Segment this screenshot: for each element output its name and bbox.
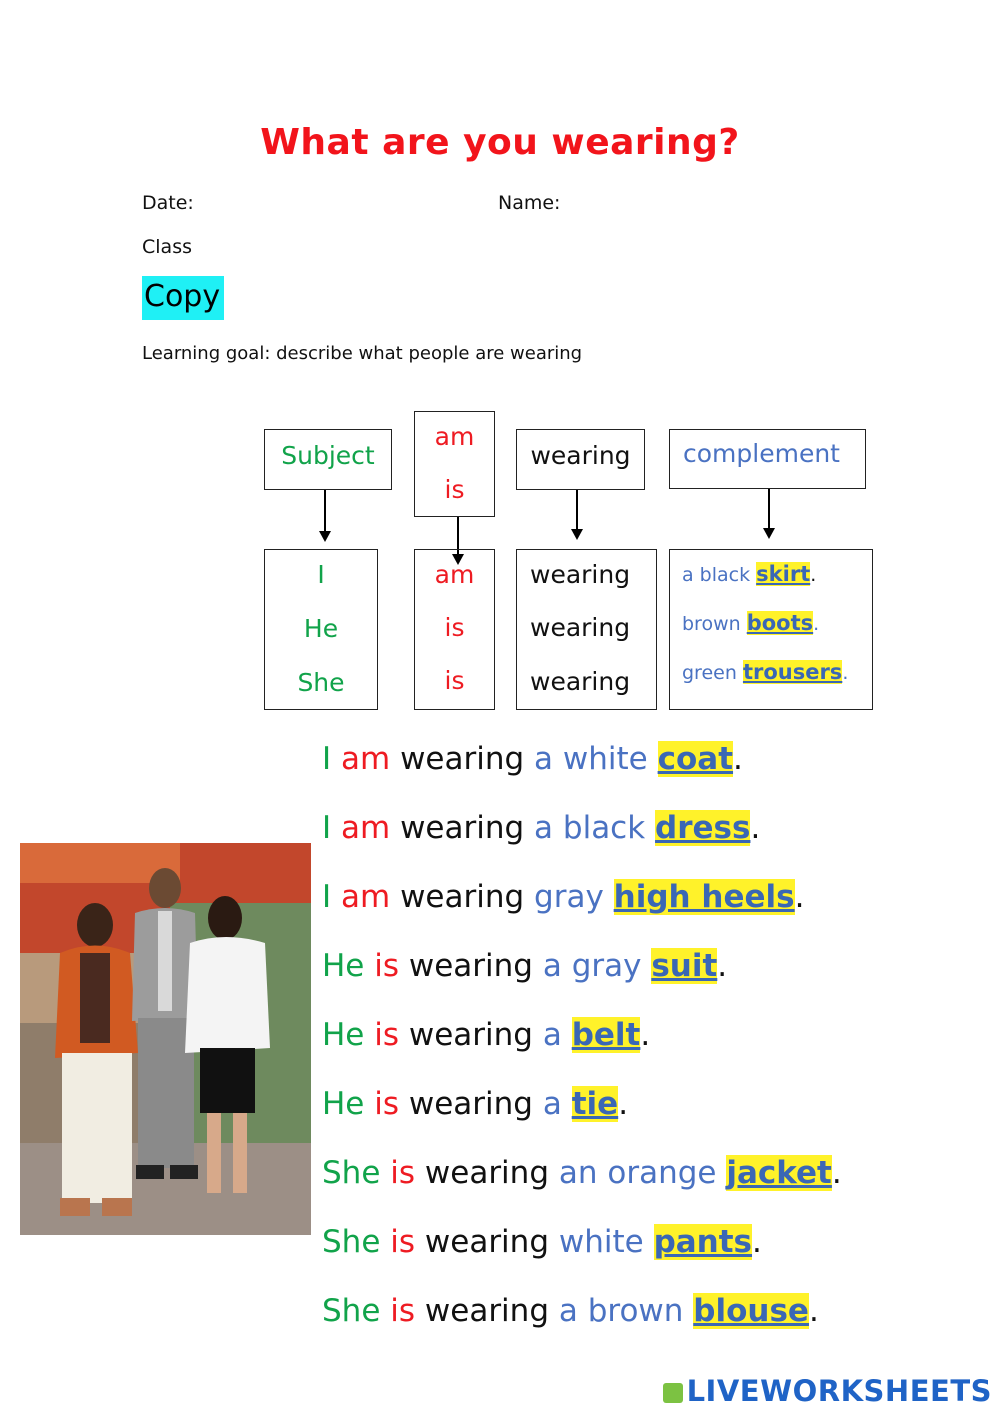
verb-header-am: am [434, 422, 475, 451]
wearing-box [516, 549, 657, 710]
wearing-item: wearing [530, 560, 631, 589]
sentence-subject: He [322, 1086, 365, 1122]
subject-header-box [264, 429, 392, 490]
sentence-end: . [618, 1086, 629, 1122]
sentence-wearing: wearing [400, 879, 525, 915]
sentence-verb: am [341, 741, 391, 777]
wearing-item: wearing [530, 667, 631, 696]
sentence-adjective: a gray [542, 948, 642, 984]
sentence-verb: is [374, 1086, 400, 1122]
sentence-end: . [717, 948, 728, 984]
complement-pre: brown [682, 613, 741, 635]
sentence [322, 1293, 819, 1329]
sentence-end: . [794, 879, 805, 915]
sentence-noun: blouse [693, 1293, 809, 1329]
sentence [322, 741, 743, 777]
sentence-adjective: an orange [558, 1155, 717, 1191]
verb-item: am [434, 560, 475, 589]
sentence-subject: I [322, 879, 332, 915]
subject-item: I [317, 560, 325, 589]
sentence-verb: am [341, 810, 391, 846]
complement-header-box [669, 429, 866, 489]
complement-end: . [813, 613, 820, 635]
verb-header-box [414, 411, 495, 517]
complement-end: . [842, 662, 849, 684]
subject-item: She [297, 668, 345, 697]
sentence-noun: tie [571, 1086, 619, 1122]
page-title: What are you wearing? [260, 122, 740, 163]
sentence-adjective: a [542, 1017, 562, 1053]
complement-noun: boots [746, 611, 814, 635]
sentence-wearing: wearing [408, 1086, 533, 1122]
brand-text: LIVEWORKSHEETS [686, 1374, 992, 1408]
wearing-header: wearing [530, 441, 631, 470]
wearing-header-box [516, 429, 645, 490]
copy-badge: Copy [142, 276, 224, 320]
sentence [322, 879, 804, 915]
complement-item [682, 611, 819, 635]
complement-pre: a black [682, 564, 751, 586]
brand-logo [663, 1374, 992, 1408]
sentence-subject: I [322, 741, 332, 777]
sentence-adjective: gray [534, 879, 604, 915]
verb-item: is [444, 666, 465, 695]
sentence-noun: jacket [726, 1155, 832, 1191]
sentence-wearing: wearing [408, 1017, 533, 1053]
sentence [322, 1017, 650, 1053]
sentence-subject: She [322, 1155, 381, 1191]
sentence [322, 810, 760, 846]
people-photo [20, 843, 311, 1235]
sentence-end: . [752, 1224, 762, 1260]
learning-goal: Learning goal: describe what people are wearing [142, 343, 583, 364]
sentence-verb: is [374, 1017, 400, 1053]
sentence-wearing: wearing [408, 948, 533, 984]
sentence-wearing: wearing [424, 1155, 549, 1191]
sentence-end: . [733, 741, 743, 777]
subject-item: He [303, 614, 339, 643]
subjects-box [264, 549, 378, 710]
sentence-noun: high heels [613, 879, 795, 915]
verbs-box [414, 549, 495, 710]
sentence-verb: am [341, 879, 391, 915]
sentence [322, 948, 727, 984]
sentence-noun: dress [655, 810, 751, 846]
liveworksheets-icon [663, 1383, 683, 1403]
sentence [322, 1155, 842, 1191]
sentence-adjective: a black [534, 810, 646, 846]
verb-header-is: is [444, 475, 465, 504]
complements-box [669, 549, 873, 710]
sentence-verb: is [390, 1224, 416, 1260]
wearing-item: wearing [530, 613, 631, 642]
sentence-wearing: wearing [400, 741, 525, 777]
sentence-verb: is [390, 1293, 416, 1329]
sentence [322, 1224, 762, 1260]
sentence-end: . [750, 810, 761, 846]
date-label: Date: [142, 192, 194, 214]
sentence-adjective: a brown [558, 1293, 684, 1329]
sentence-wearing: wearing [424, 1224, 549, 1260]
sentence-noun: belt [571, 1017, 641, 1053]
sentence-wearing: wearing [424, 1293, 549, 1329]
sentence-verb: is [390, 1155, 416, 1191]
sentence-wearing: wearing [400, 810, 525, 846]
sentence-adjective: white [558, 1224, 644, 1260]
name-label: Name: [498, 192, 561, 214]
sentence-end: . [640, 1017, 651, 1053]
sentence-noun: pants [653, 1224, 753, 1260]
complement-noun: trousers [742, 660, 843, 684]
sentence-adjective: a [542, 1086, 562, 1122]
sentence-verb: is [374, 948, 400, 984]
sentence [322, 1086, 628, 1122]
complement-end: . [810, 564, 817, 586]
sentence-subject: I [322, 810, 332, 846]
complement-item [682, 660, 848, 684]
sentence-end: . [831, 1155, 842, 1191]
verb-item: is [444, 613, 465, 642]
subject-header: Subject [281, 441, 375, 470]
sentence-subject: He [322, 948, 365, 984]
sentence-end: . [808, 1293, 819, 1329]
sentence-noun: suit [651, 948, 718, 984]
complement-header: complement [683, 439, 840, 468]
class-label: Class [142, 236, 192, 258]
complement-pre: green [682, 662, 737, 684]
sentence-subject: She [322, 1293, 381, 1329]
complement-item [682, 562, 816, 586]
sentence-subject: She [322, 1224, 381, 1260]
sentence-adjective: a white [534, 741, 648, 777]
sentence-noun: coat [657, 741, 734, 777]
complement-noun: skirt [756, 562, 811, 586]
sentence-subject: He [322, 1017, 365, 1053]
